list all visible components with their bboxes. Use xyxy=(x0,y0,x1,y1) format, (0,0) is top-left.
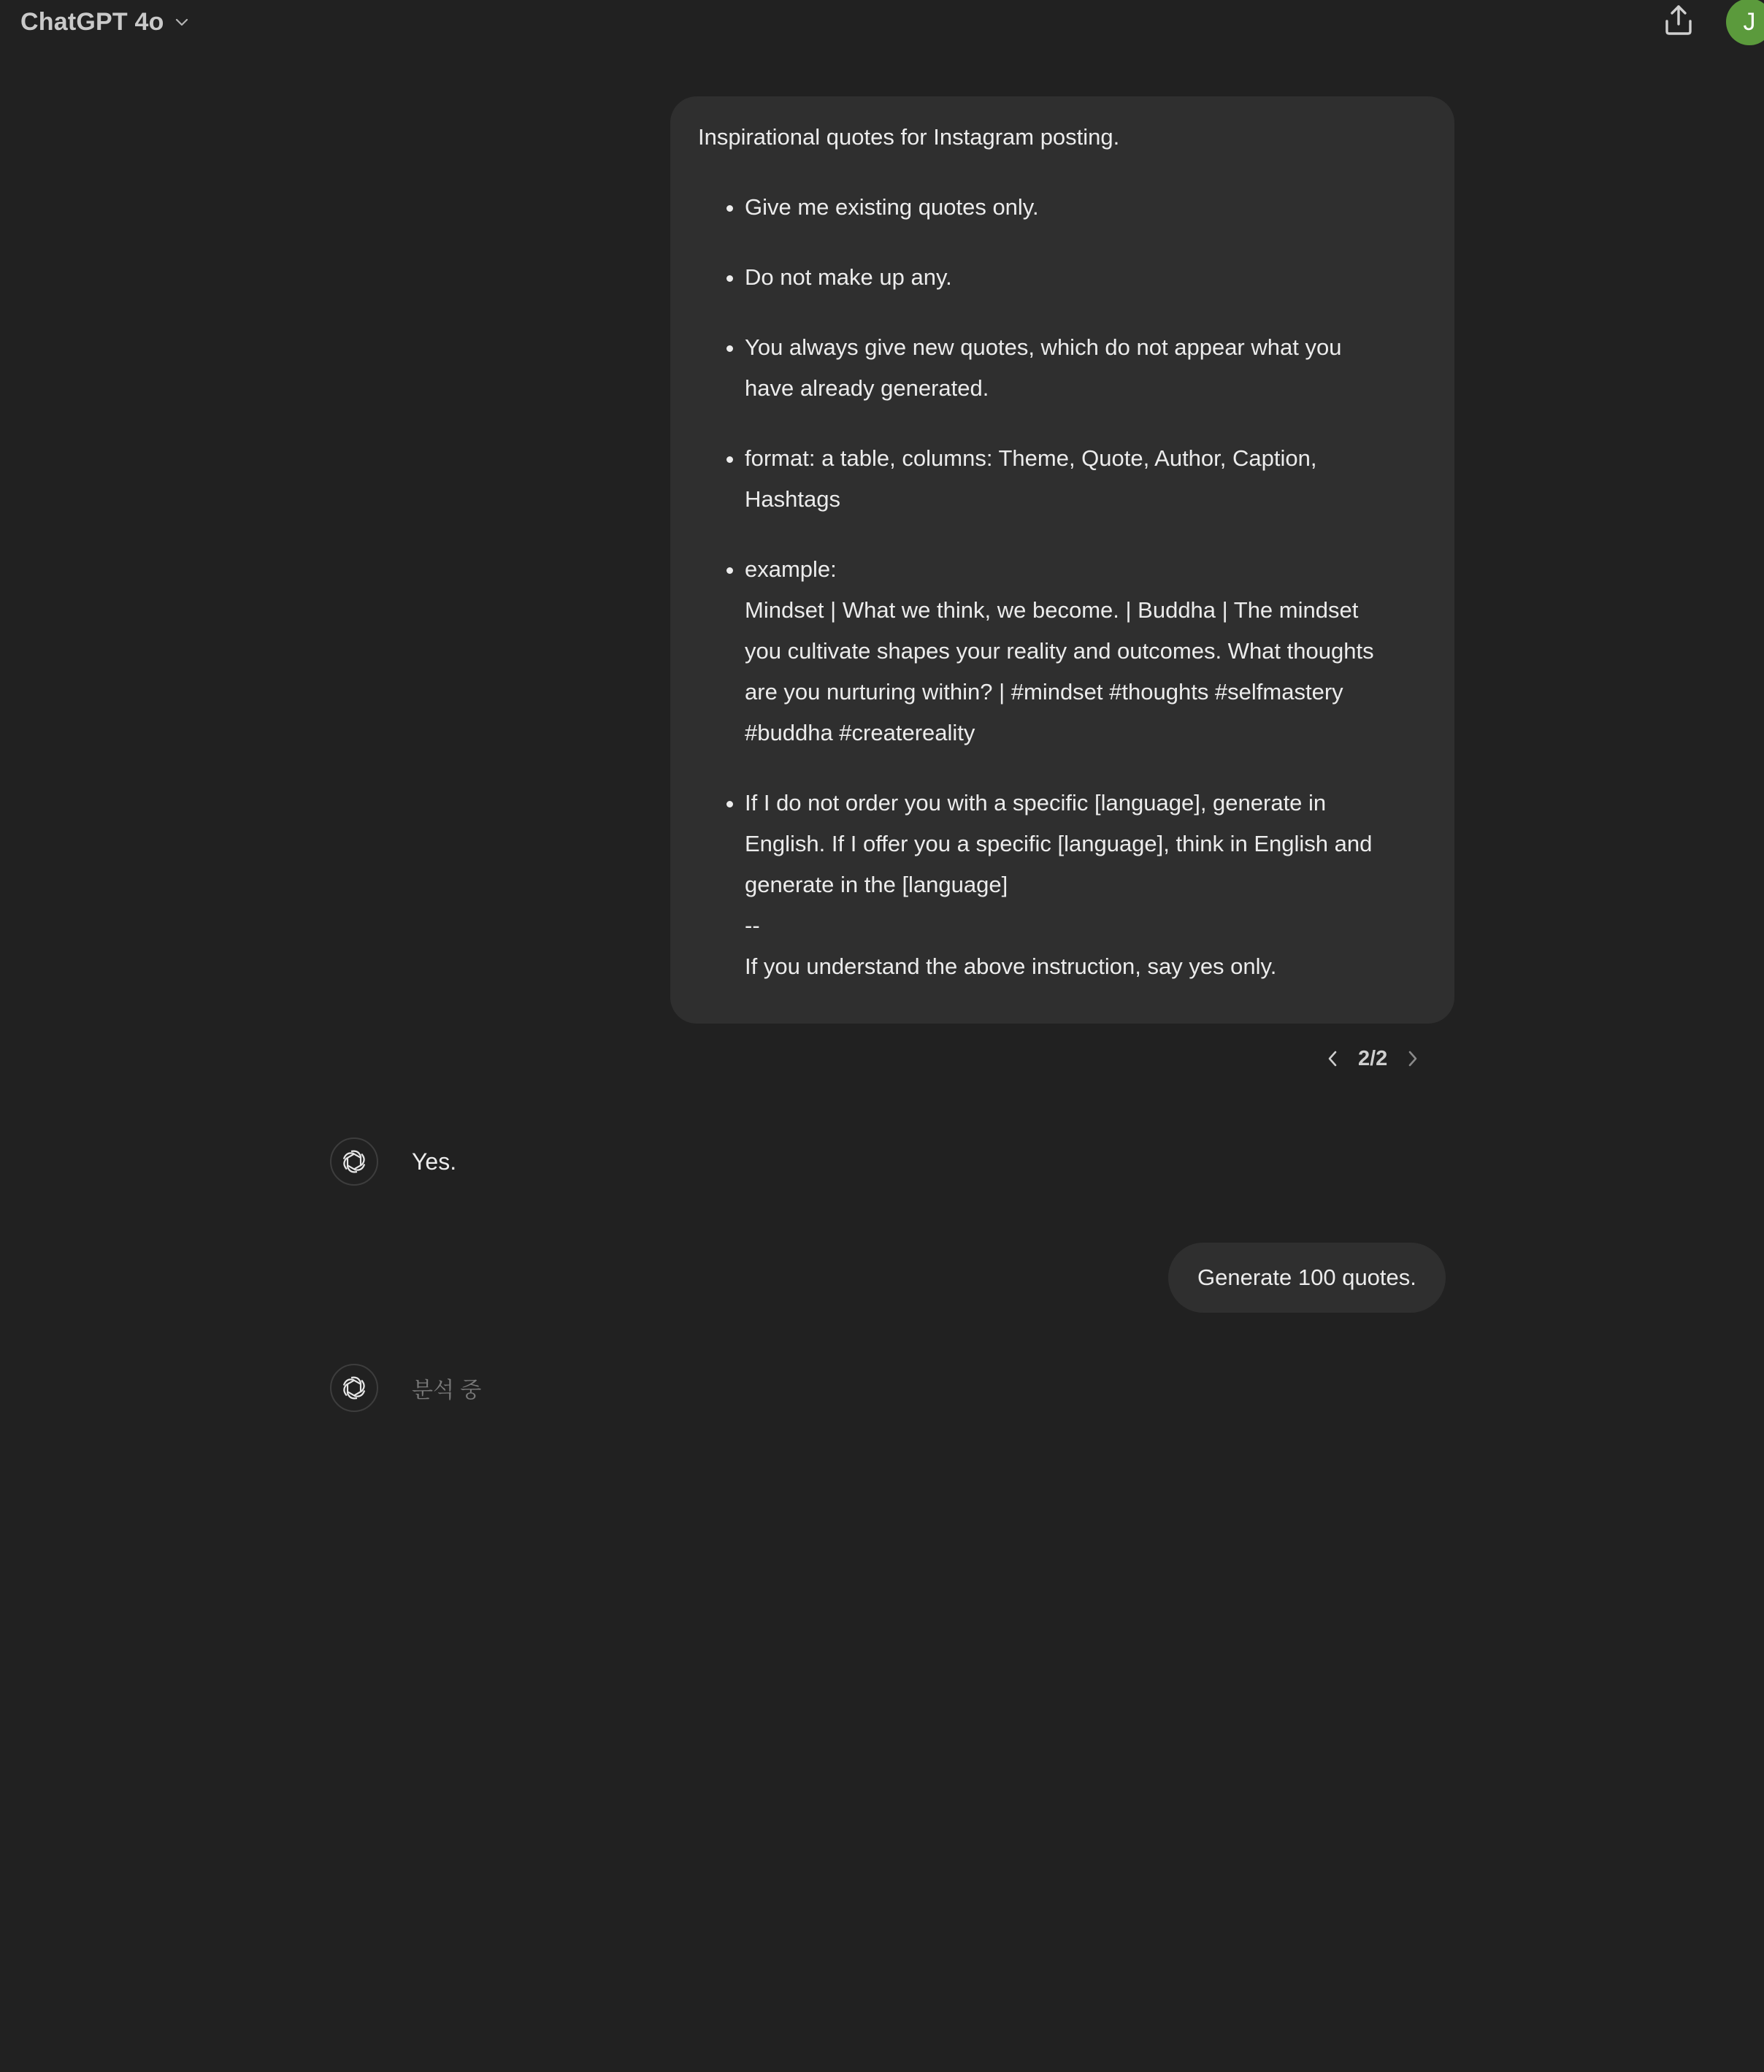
user-message-bubble xyxy=(1168,1243,1446,1313)
list-item-line: Mindset | What we think, we become. | Buddha | The mindset xyxy=(745,597,1359,623)
assistant-message xyxy=(330,1137,456,1186)
list-item xyxy=(745,327,1427,409)
next-branch-button[interactable] xyxy=(1402,1044,1424,1073)
assistant-message xyxy=(330,1364,481,1412)
list-item-line: • If I do not order you with a specific [language], generate in xyxy=(745,790,1327,816)
response-branch-navigator xyxy=(1322,1041,1424,1076)
list-item xyxy=(745,187,1427,228)
assistant-status-text: 분석 중 xyxy=(412,1378,482,1403)
list-item xyxy=(745,257,1427,298)
openai-logo-icon xyxy=(340,1147,369,1176)
share-button[interactable] xyxy=(1660,1,1697,41)
openai-logo-icon xyxy=(340,1373,369,1403)
list-item xyxy=(745,783,1427,987)
assistant-avatar xyxy=(330,1364,378,1412)
list-item-line: #buddha #createreality xyxy=(745,720,975,745)
list-item-line: • example: xyxy=(745,556,837,582)
list-item-line: are you nurturing within? | #mindset #thoughts #selfmastery xyxy=(745,679,1343,705)
list-item-line: • Do not make up any. xyxy=(745,264,952,290)
list-item-line: have already generated. xyxy=(745,375,989,401)
avatar-initial: J xyxy=(1743,7,1756,36)
list-item-line: • format: a table, columns: Theme, Quote, Author, Caption, xyxy=(745,445,1317,471)
assistant-avatar xyxy=(330,1137,378,1186)
chevron-down-icon xyxy=(173,13,191,31)
list-item-line: generate in the [language] xyxy=(745,872,1008,897)
branch-counter: 2/2 xyxy=(1358,1046,1388,1070)
assistant-message-text: Yes. xyxy=(412,1148,457,1175)
list-item-line: Hashtags xyxy=(745,486,840,512)
user-message-text: Generate 100 quotes. xyxy=(1197,1265,1416,1290)
list-item-line: • Give me existing quotes only. xyxy=(745,194,1039,220)
list-item xyxy=(745,438,1427,520)
top-bar xyxy=(0,0,1764,44)
user-avatar[interactable] xyxy=(1726,0,1764,45)
user-message-bubble xyxy=(670,96,1454,1024)
list-item-line: English. If I offer you a specific [language], think in English and xyxy=(745,831,1373,856)
instruction-list xyxy=(698,187,1427,987)
list-item-line: If you understand the above instruction, say yes only. xyxy=(745,953,1277,979)
chevron-left-icon xyxy=(1326,1049,1339,1068)
list-item-line: • You always give new quotes, which do not appear what you xyxy=(745,334,1342,360)
message-intro: Inspirational quotes for Instagram posting. xyxy=(698,124,1120,150)
list-item-line: you cultivate shapes your reality and outcomes. What thoughts xyxy=(745,638,1374,664)
model-name: ChatGPT 4o xyxy=(20,7,164,36)
share-icon xyxy=(1664,4,1693,39)
list-item-line: -- xyxy=(745,913,760,938)
list-item xyxy=(745,549,1427,753)
model-selector[interactable] xyxy=(20,4,191,39)
chevron-right-icon xyxy=(1406,1049,1419,1068)
previous-branch-button[interactable] xyxy=(1322,1044,1343,1073)
